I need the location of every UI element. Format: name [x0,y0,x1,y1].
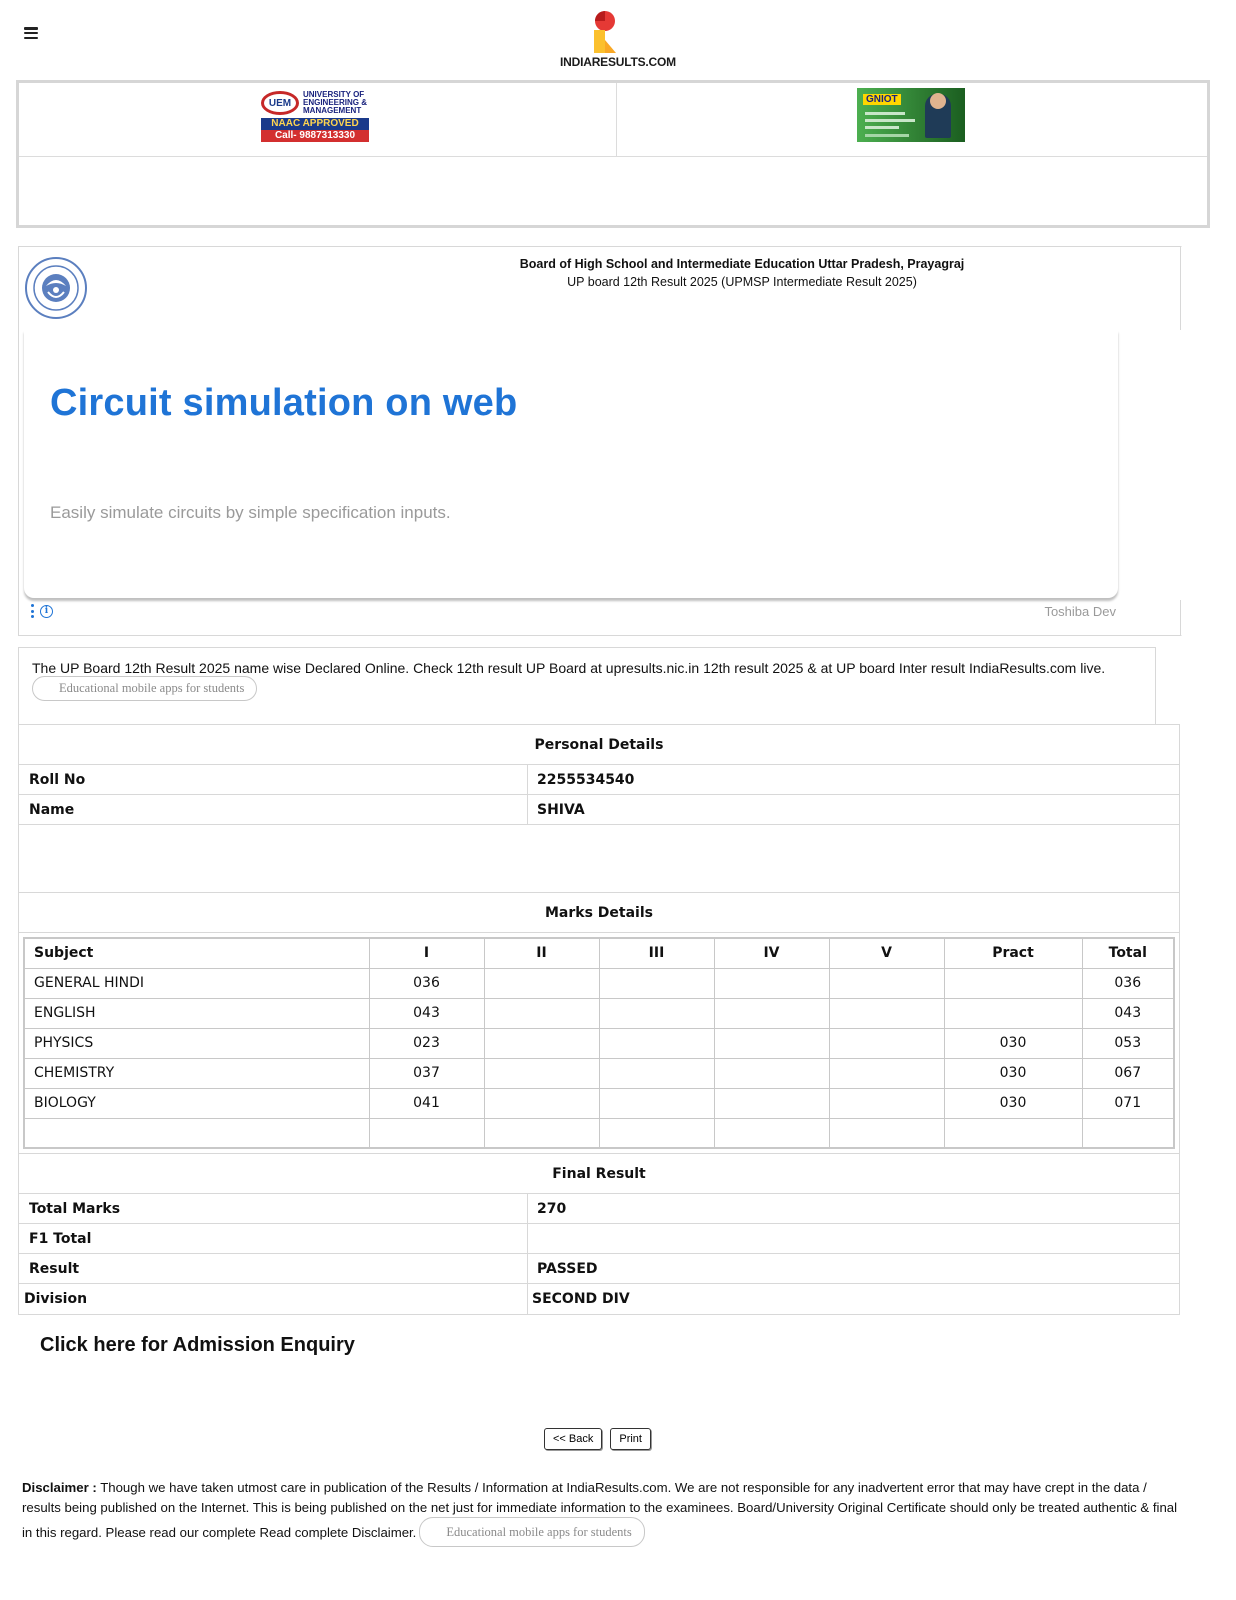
marks-cell [829,968,944,998]
marks-cell [944,998,1082,1028]
marks-cell: 023 [369,1028,484,1058]
site-logo[interactable] [548,8,688,72]
table-row [24,1088,1174,1118]
division-row [19,1284,1179,1314]
marks-cell [599,1088,714,1118]
roll-row [19,765,1179,795]
marks-cell [714,1028,829,1058]
uem-name-line: MANAGEMENT [303,106,362,115]
marks-details-heading: Marks Details [19,893,1179,933]
name-label: Name [19,795,528,824]
marks-cell [599,998,714,1028]
subject-cell: GENERAL HINDI [24,968,369,998]
marks-cell [829,1088,944,1118]
uem-name-line: UNIVERSITY OF [303,90,365,99]
marks-cell [714,968,829,998]
marks-cell: 053 [1082,1028,1174,1058]
f1-total-row [19,1224,1179,1254]
result-row [19,1254,1179,1284]
col-header: IV [714,938,829,968]
gniot-ad[interactable] [857,88,965,142]
uem-call: Call- 9887313330 [261,130,369,142]
table-row [24,998,1174,1028]
uem-badge: UEM [261,91,299,115]
f1-total-label: F1 Total [19,1224,528,1253]
ad-title[interactable]: Circuit simulation on web [50,382,518,424]
marks-cell: 037 [369,1058,484,1088]
marks-cell [829,998,944,1028]
table-row [24,968,1174,998]
f1-total-value [528,1224,1179,1253]
marks-cell: 030 [944,1028,1082,1058]
marks-cell: 036 [1082,968,1174,998]
personal-details-heading: Personal Details [19,725,1179,765]
result-value: PASSED [537,1261,598,1277]
subject-cell: ENGLISH [24,998,369,1028]
marks-cell [714,998,829,1028]
marks-cell: 067 [1082,1058,1174,1088]
marks-cell [829,1028,944,1058]
marks-cell [484,1028,599,1058]
marks-cell: 036 [369,968,484,998]
table-row [24,1058,1174,1088]
marks-cell [484,998,599,1028]
final-result-heading: Final Result [19,1154,1179,1194]
roll-value: 2255534540 [537,772,635,788]
col-header: III [599,938,714,968]
marks-cell [599,968,714,998]
educational-apps-button[interactable]: Educational mobile apps for students [419,1517,644,1547]
col-header: Total [1082,938,1174,968]
marks-cell [484,1118,599,1148]
col-header: V [829,938,944,968]
print-button[interactable]: Print [610,1428,651,1450]
marks-cell [714,1088,829,1118]
uem-name-line: ENGINEERING & [303,98,368,107]
results-table [18,724,1180,1315]
table-row [24,1028,1174,1058]
marks-cell [484,1088,599,1118]
result-label: Result [19,1254,528,1283]
ad-advertiser[interactable]: Toshiba Dev [1044,604,1116,619]
total-marks-row [19,1194,1179,1224]
marks-cell: 043 [369,998,484,1028]
col-header: I [369,938,484,968]
marks-cell: 043 [1082,998,1174,1028]
marks-cell [714,1058,829,1088]
intro-text: The UP Board 12th Result 2025 name wise Declared Online. Check 12th result UP Board at upresults.nic.in 12th result 2025 & at UP board Inter result IndiaResults.com live. [32,660,1106,676]
marks-cell [829,1118,944,1148]
top-ad-container [16,80,1210,228]
up-board-seal-icon [24,256,88,320]
hamburger-menu-icon[interactable] [24,27,38,39]
circuit-simulation-ad[interactable] [24,330,1118,598]
board-subtitle: UP board 12th Result 2025 (UPMSP Intermediate Result 2025) [567,275,917,289]
name-row [19,795,1179,825]
marks-cell [599,1028,714,1058]
gniot-badge: GNIOT [863,94,901,105]
ad-subtitle: Easily simulate circuits by simple specification inputs. [50,503,451,522]
subject-cell: CHEMISTRY [24,1058,369,1088]
marks-cell [944,1118,1082,1148]
marks-cell: 030 [944,1088,1082,1118]
division-label: Division [19,1284,528,1314]
table-row [24,1118,1174,1148]
subject-cell: PHYSICS [24,1028,369,1058]
marks-cell [714,1118,829,1148]
marks-cell [599,1058,714,1088]
disclaimer-label: Disclaimer : [22,1480,97,1495]
marks-cell: 030 [944,1058,1082,1088]
disclaimer [22,1478,1182,1548]
col-header: II [484,938,599,968]
marks-cell [829,1058,944,1088]
subject-cell [24,1118,369,1148]
uem-naac: NAAC APPROVED [261,118,369,130]
marks-cell [944,968,1082,998]
total-marks-label: Total Marks [19,1194,528,1223]
marks-cell [484,968,599,998]
marks-cell: 041 [369,1088,484,1118]
col-header: Pract [944,938,1082,968]
marks-table [23,937,1175,1149]
ad-options-icon[interactable] [30,604,34,618]
admission-enquiry-link[interactable]: Click here for Admission Enquiry [40,1334,355,1356]
marks-cell: 071 [1082,1088,1174,1118]
uem-ad[interactable] [261,88,369,142]
logo-mark-icon [548,8,688,58]
marks-cell [484,1058,599,1088]
educational-apps-button[interactable]: Educational mobile apps for students [32,676,257,701]
col-header: Subject [24,938,369,968]
marks-cell [1082,1118,1174,1148]
back-button[interactable]: << Back [544,1428,602,1450]
board-title: Board of High School and Intermediate Education Uttar Pradesh, Prayagraj [519,257,965,271]
disclaimer-text: Though we have taken utmost care in publication of the Results / Information at IndiaResults.com. We are not responsible for any inadvertent error that may have crept in the data / results being published on the Internet. This is being published on the net just for immediate information to the examinees. Board/University Original Certificate should only be treated authentic & final in this regard. Please read our complete Read complete Disclaimer. [22,1480,1178,1540]
marks-header-row [24,938,1174,968]
name-value: SHIVA [537,802,585,818]
ad-info-icon[interactable]: i [40,605,53,618]
logo-text: INDIARESULTS.COM [560,55,676,69]
division-value: SECOND DIV [532,1291,630,1307]
total-marks-value: 270 [537,1201,567,1217]
marks-cell [369,1118,484,1148]
marks-cell [599,1118,714,1148]
subject-cell: BIOLOGY [24,1088,369,1118]
roll-label: Roll No [19,765,528,794]
